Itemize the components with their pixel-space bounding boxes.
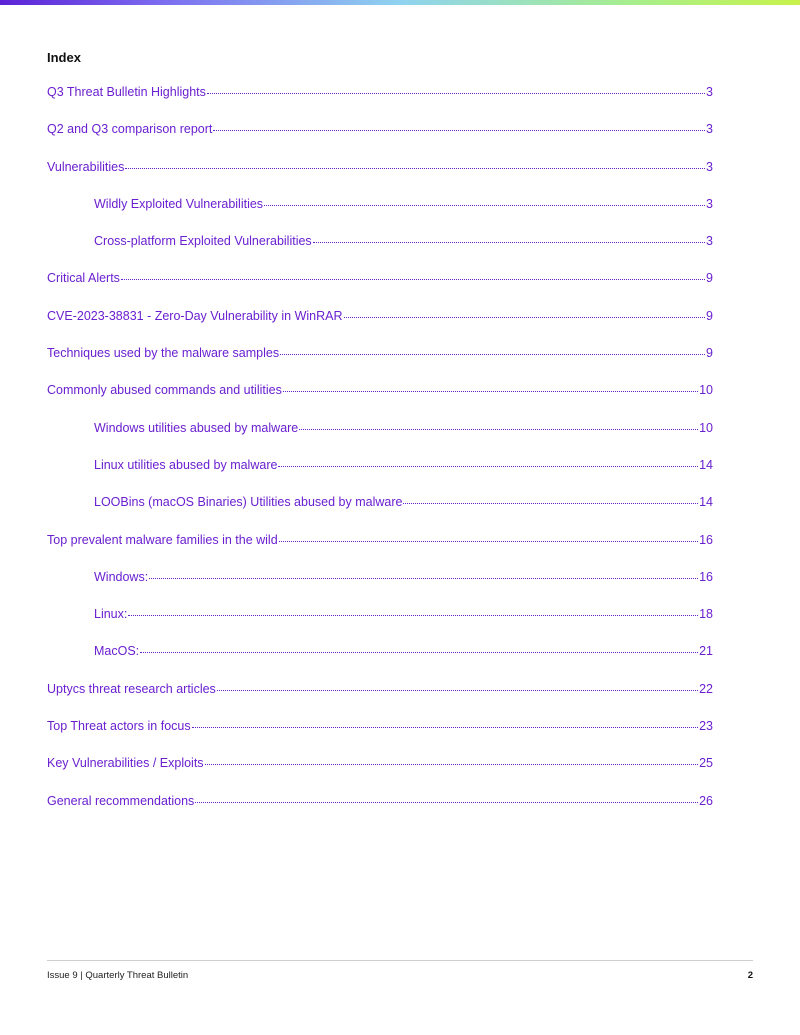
toc-entry-page[interactable]: 16 — [699, 569, 713, 584]
toc-entry-label[interactable]: Vulnerabilities — [47, 159, 125, 174]
toc-dot-leader — [280, 354, 705, 355]
table-of-contents — [47, 85, 713, 831]
toc-entry[interactable] — [47, 383, 713, 420]
toc-entry[interactable] — [47, 346, 713, 383]
toc-entry-label[interactable]: Cross-platform Exploited Vulnerabilities — [94, 234, 312, 249]
toc-dot-leader — [217, 690, 698, 691]
toc-entry-label[interactable]: Top prevalent malware families in the wild — [47, 532, 278, 547]
toc-dot-leader — [283, 391, 698, 392]
toc-entry[interactable] — [47, 271, 713, 308]
toc-entry[interactable] — [47, 570, 713, 607]
toc-entry-page[interactable]: 3 — [706, 196, 713, 211]
toc-entry-page[interactable]: 14 — [699, 457, 713, 472]
toc-entry-page[interactable]: 23 — [699, 719, 713, 734]
toc-entry-page[interactable]: 3 — [706, 234, 713, 249]
toc-entry-page[interactable]: 9 — [706, 271, 713, 286]
toc-dot-leader — [128, 615, 698, 616]
toc-dot-leader — [313, 242, 705, 243]
toc-dot-leader — [213, 130, 705, 131]
toc-entry-page[interactable]: 3 — [706, 122, 713, 137]
toc-entry-label[interactable]: Critical Alerts — [47, 271, 120, 286]
toc-entry-label[interactable]: CVE-2023-38831 - Zero-Day Vulnerability in WinRAR — [47, 308, 343, 323]
toc-dot-leader — [192, 727, 699, 728]
toc-entry[interactable] — [47, 719, 713, 756]
toc-entry[interactable] — [47, 458, 713, 495]
toc-entry[interactable] — [47, 533, 713, 570]
toc-entry-page[interactable]: 22 — [699, 681, 713, 696]
toc-entry-page[interactable]: 9 — [706, 308, 713, 323]
toc-entry-label[interactable]: Windows: — [94, 569, 149, 584]
toc-entry[interactable] — [47, 197, 713, 234]
toc-entry[interactable] — [47, 644, 713, 681]
toc-entry-label[interactable]: Key Vulnerabilities / Exploits — [47, 756, 204, 771]
toc-entry-page[interactable]: 18 — [699, 607, 713, 622]
toc-entry-page[interactable]: 26 — [699, 793, 713, 808]
toc-dot-leader — [121, 279, 705, 280]
toc-entry[interactable] — [47, 682, 713, 719]
toc-entry-label[interactable]: Linux: — [94, 607, 128, 622]
toc-dot-leader — [299, 429, 698, 430]
index-heading: Index — [47, 50, 81, 65]
toc-entry-label[interactable]: LOOBins (macOS Binaries) Utilities abused by malware — [94, 495, 403, 510]
toc-entry-page[interactable]: 3 — [706, 85, 713, 99]
toc-entry[interactable] — [47, 122, 713, 159]
toc-entry-label[interactable]: Commonly abused commands and utilities — [47, 383, 282, 398]
toc-entry-page[interactable]: 10 — [699, 420, 713, 435]
toc-entry-page[interactable]: 10 — [699, 383, 713, 398]
toc-entry[interactable] — [47, 756, 713, 793]
toc-entry-label[interactable]: Windows utilities abused by malware — [94, 420, 299, 435]
toc-entry-label[interactable]: Top Threat actors in focus — [47, 719, 191, 734]
toc-entry[interactable] — [47, 495, 713, 532]
toc-entry[interactable] — [47, 607, 713, 644]
toc-dot-leader — [140, 652, 698, 653]
toc-dot-leader — [278, 466, 698, 467]
toc-entry-page[interactable]: 16 — [699, 532, 713, 547]
toc-dot-leader — [279, 541, 698, 542]
toc-entry-label[interactable]: Techniques used by the malware samples — [47, 346, 280, 361]
toc-entry[interactable] — [47, 85, 713, 122]
toc-entry-page[interactable]: 9 — [706, 346, 713, 361]
footer-divider — [47, 960, 753, 961]
header-gradient-bar — [0, 0, 800, 5]
toc-entry[interactable] — [47, 160, 713, 197]
footer-page-number: 2 — [747, 970, 753, 981]
toc-entry[interactable] — [47, 421, 713, 458]
toc-entry-label[interactable]: General recommendations — [47, 793, 195, 808]
toc-entry[interactable] — [47, 309, 713, 346]
toc-entry-label[interactable]: Q3 Threat Bulletin Highlights — [47, 85, 206, 99]
toc-entry-page[interactable]: 14 — [699, 495, 713, 510]
toc-dot-leader — [205, 764, 699, 765]
toc-entry-label[interactable]: MacOS: — [94, 644, 140, 659]
toc-dot-leader — [149, 578, 698, 579]
toc-dot-leader — [125, 168, 705, 169]
toc-dot-leader — [264, 205, 705, 206]
toc-entry-label[interactable]: Uptycs threat research articles — [47, 681, 216, 696]
toc-entry-page[interactable]: 25 — [699, 756, 713, 771]
toc-dot-leader — [403, 503, 698, 504]
toc-entry-page[interactable]: 21 — [699, 644, 713, 659]
toc-dot-leader — [344, 317, 706, 318]
toc-entry-label[interactable]: Linux utilities abused by malware — [94, 457, 278, 472]
toc-dot-leader — [207, 93, 705, 94]
toc-entry[interactable] — [47, 234, 713, 271]
footer-issue-label: Issue 9 | Quarterly Threat Bulletin — [47, 970, 189, 981]
toc-dot-leader — [195, 802, 698, 803]
toc-entry-page[interactable]: 3 — [706, 159, 713, 174]
toc-entry-label[interactable]: Wildly Exploited Vulnerabilities — [94, 196, 264, 211]
toc-entry[interactable] — [47, 794, 713, 831]
toc-entry-label[interactable]: Q2 and Q3 comparison report — [47, 122, 213, 137]
